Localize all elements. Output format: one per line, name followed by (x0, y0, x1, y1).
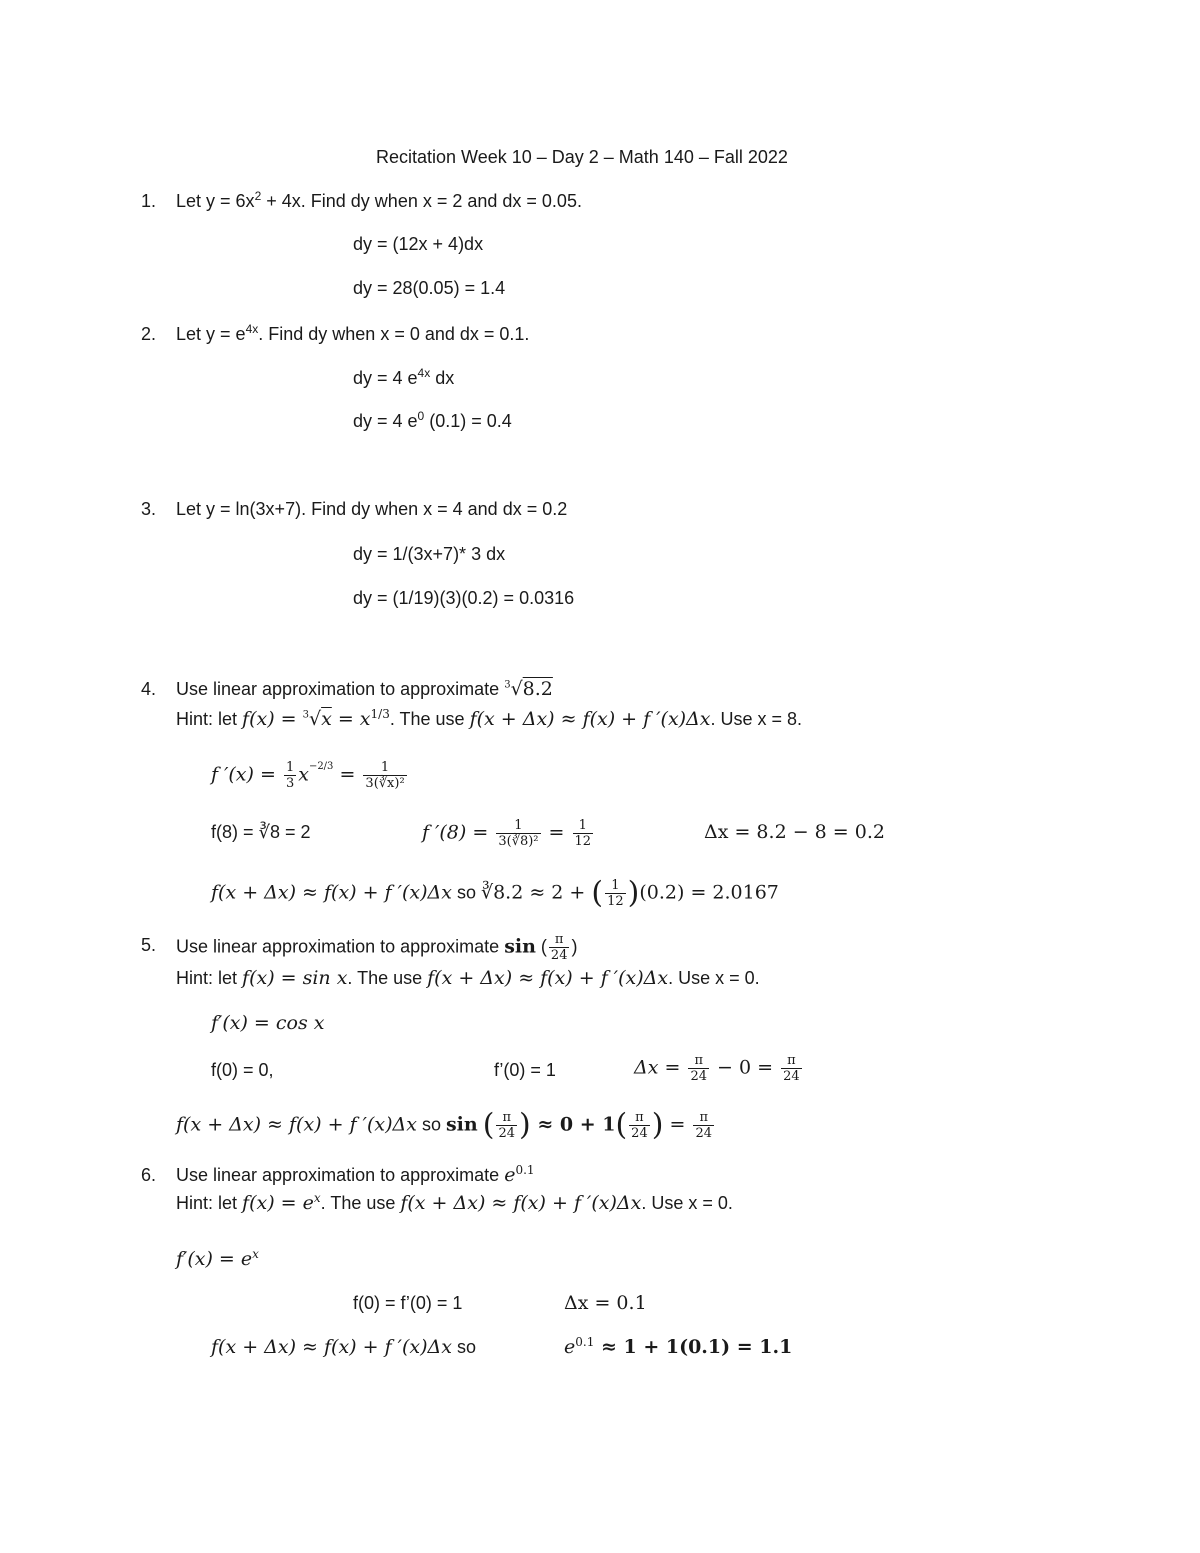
problem-4-approx: f(x + Δx) ≈ f(x) + f ′(x)Δx so ∛8.2 ≈ 2 + ( $\frac{1}{12}$ )(0.2) = 2.0167 (211, 875, 779, 911)
problem-2-step-1 (353, 367, 454, 389)
problem-4-dx: Δx = 8.2 − 8 = 0.2 (704, 821, 885, 843)
problem-6-f0: f(0) = f’(0) = 1 (353, 1293, 463, 1313)
p2-s1-exp: 4x (417, 366, 431, 380)
p1-q-post: + 4x. Find dy when x = 2 and dx = 0.05. (261, 191, 582, 211)
p2-s1-post: dx (430, 368, 455, 388)
p2-q-pre: Let y = e (176, 324, 246, 344)
problem-2-step-2 (353, 410, 512, 432)
p2-s2-pre: dy = 4 e (353, 411, 418, 431)
p4-hint-f: f(x) = (242, 708, 303, 730)
p2-s1-pre: dy = 4 e (353, 368, 418, 388)
problem-5-approx: f(x + Δx) ≈ f(x) + f ′(x)Δx so sin ( $\frac{\pi}{24}$ ) ≈ 0 + 1( $\frac{\pi}{24}$ ) = $\frac{\pi}{24}$ (176, 1107, 712, 1143)
p4-hint-formula: f(x + Δx) ≈ f(x) + f ′(x)Δx (469, 708, 711, 730)
problem-5-dx: Δx = $\frac{\pi}{24}$ − 0 = $\frac{\pi}{24}$ (634, 1053, 800, 1084)
problem-6-derivative: $f'(x) = e^x$ (176, 1247, 259, 1270)
problem-6-approx-lhs: f(x + Δx) ≈ f(x) + f ′(x)Δx so (211, 1336, 476, 1358)
problem-number-4: 4. (141, 679, 157, 699)
p4-deriv-frac: $\frac{1}{3}$ (285, 760, 295, 791)
problem-6-hint: Hint: let $f(x) = e^x$. The use f(x + Δx) ≈ f(x) + f ′(x)Δx. Use x = 0. (176, 1191, 733, 1214)
problem-5-f0: f(0) = 0, (211, 1060, 274, 1080)
problem-1-step-1: dy = (12x + 4)dx (353, 234, 484, 254)
p4-hint-pre: Hint: let (176, 709, 243, 729)
problem-number-2: 2. (141, 324, 157, 344)
problem-number-6: 6. (141, 1165, 157, 1185)
p2-s2-post: (0.1) = 0.4 (424, 411, 512, 431)
p4-cube-root: $^3$√8.2 (504, 678, 553, 700)
problem-4-hint (176, 708, 802, 730)
problem-5-question: Use linear approximation to approximate sin ( $\frac{\pi}{24}$ ) (176, 932, 578, 963)
problem-3-step-2: dy = (1/19)(3)(0.2) = 0.0316 (353, 588, 575, 608)
p4-deriv-frac2: $\frac{1}{\text{3(∛x)²}}$ (365, 760, 405, 791)
problem-number-5: 5. (141, 935, 157, 955)
p4-hint-mid: . The use (389, 709, 470, 729)
page-title: Recitation Week 10 – Day 2 – Math 140 – Fall 2022 (376, 147, 788, 167)
problem-1-question (176, 190, 582, 212)
p2-s2-exp: 0 (417, 409, 425, 423)
p4-root-index: 3 (504, 679, 511, 691)
problem-4-fp8: f ′(8) = $\frac{1}{\text{3(∛8)²}}$ = $\frac{1}{12}$ (422, 818, 592, 849)
problem-2-question (176, 323, 529, 345)
p4-hint-eq: = x (331, 708, 371, 730)
problem-3-step-1: dy = 1/(3x+7)* 3 dx (353, 544, 506, 564)
problem-3-question: Let y = ln(3x+7). Find dy when x = 4 and dx = 0.2 (176, 499, 568, 519)
p4-q-text: Use linear approximation to approximate (176, 679, 500, 699)
p4-root-value: 8.2 (522, 678, 553, 700)
p4-hint-root: $^3$√x (302, 708, 332, 730)
problem-6-question: Use linear approximation to approximate $e^{0.1}$ (176, 1163, 535, 1186)
p2-q-exp: 4x (245, 322, 259, 336)
p4-hint-post: . Use x = 8. (710, 709, 803, 729)
problem-number-3: 3. (141, 499, 157, 519)
problem-1-step-2: dy = 28(0.05) = 1.4 (353, 278, 506, 298)
problem-5-hint: Hint: let f(x) = sin x. The use f(x + Δx) ≈ f(x) + f ′(x)Δx. Use x = 0. (176, 967, 760, 989)
p1-q-pre: Let y = 6x (176, 191, 255, 211)
problem-5-derivative: f′(x) = cos x (211, 1012, 325, 1034)
problem-5-fp0: f’(0) = 1 (494, 1060, 556, 1080)
problem-6-approx-rhs: $e^{0.1} \approx 1 + 1(0.1) = 1.1$ (564, 1335, 793, 1358)
problem-number-1: 1. (141, 191, 157, 211)
p1-q-exp: 2 (254, 189, 262, 203)
problem-6-dx: Δx = 0.1 (564, 1292, 647, 1314)
p4-hint-exp: 1/3 (370, 707, 390, 721)
p2-q-post: . Find dy when x = 0 and dx = 0.1. (258, 324, 530, 344)
problem-4-question (176, 678, 553, 700)
problem-4-derivative: f ′(x) = $\frac{1}{3}$ $x^{-2/3}$ = $\frac{1}{\text{3(∛x)²}}$ (211, 760, 405, 791)
p4-deriv-lhs: f ′(x) = (211, 763, 282, 786)
problem-4-f8: f(8) = ∛8 = 2 (211, 822, 311, 842)
